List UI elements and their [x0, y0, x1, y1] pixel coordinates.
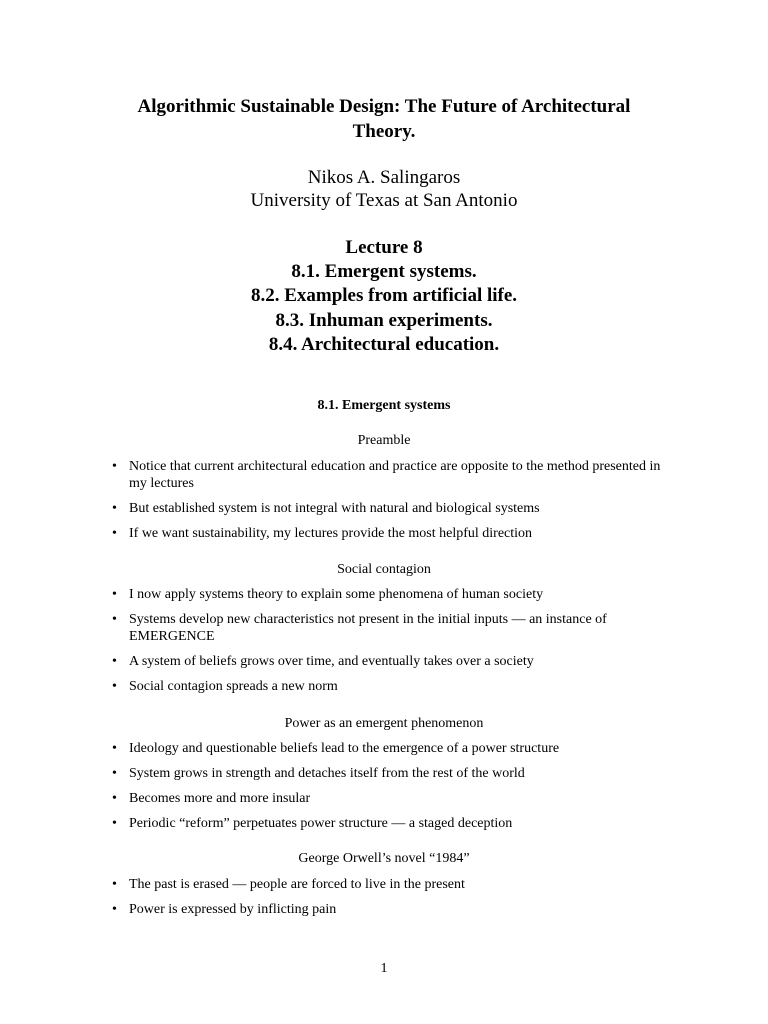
list-item	[112, 765, 672, 782]
list-item	[112, 525, 672, 542]
lecture-heading: Lecture 8	[345, 237, 423, 258]
bullet-list	[112, 586, 672, 703]
bullet-icon: •	[112, 902, 117, 917]
group-subheading: Social contagion	[337, 562, 431, 577]
list-item-text: If we want sustainability, my lectures provide the most helpful direction	[129, 526, 533, 541]
bullet-icon: •	[112, 501, 117, 516]
list-item	[112, 740, 672, 757]
section-heading: 8.1. Emergent systems	[317, 398, 451, 413]
page-number: 1	[380, 961, 388, 976]
list-item-text: Ideology and questionable beliefs lead to the emergence of a power structure	[129, 741, 560, 756]
lecture-item: 8.2. Examples from artificial life.	[250, 285, 518, 307]
list-item-text: Periodic “reform” perpetuates power structure — a staged deception	[129, 816, 513, 831]
list-item	[112, 500, 672, 517]
title-line: Theory.	[352, 121, 416, 142]
list-item	[112, 876, 672, 893]
list-item-text: Systems develop new characteristics not present in the initial inputs — an instance of EMERGENCE	[129, 612, 607, 644]
title-line: Algorithmic Sustainable Design: The Future of Architectural	[137, 96, 631, 117]
document-title	[110, 94, 658, 144]
list-item	[112, 678, 672, 695]
list-item-text: Social contagion spreads a new norm	[129, 679, 338, 694]
lecture-item: 8.3. Inhuman experiments.	[275, 309, 493, 331]
bullet-icon: •	[112, 654, 117, 669]
group-subheading: George Orwell’s novel “1984”	[298, 851, 470, 866]
bullet-icon: •	[112, 526, 117, 541]
list-item	[112, 790, 672, 807]
list-item	[112, 611, 672, 645]
group-subheading: Power as an emergent phenomenon	[284, 716, 484, 731]
list-item	[112, 653, 672, 670]
list-item	[112, 458, 672, 492]
bullet-icon: •	[112, 877, 117, 892]
bullet-icon: •	[112, 766, 117, 781]
bullet-icon: •	[112, 816, 117, 831]
list-item-text: The past is erased — people are forced to live in the present	[129, 877, 465, 892]
bullet-icon: •	[112, 459, 117, 474]
bullet-list	[112, 740, 672, 840]
list-item	[112, 586, 672, 603]
bullet-icon: •	[112, 679, 117, 694]
list-item-text: A system of beliefs grows over time, and eventually takes over a society	[129, 654, 534, 669]
list-item-text: Power is expressed by inflicting pain	[129, 902, 337, 917]
author-block	[100, 166, 668, 212]
author-name: Nikos A. Salingaros	[307, 167, 461, 188]
bullet-icon: •	[112, 612, 117, 627]
list-item-text: System grows in strength and detaches itself from the rest of the world	[129, 766, 525, 781]
lecture-item: 8.4. Architectural education.	[268, 333, 500, 355]
list-item-text: But established system is not integral with natural and biological systems	[129, 501, 540, 516]
bullet-icon: •	[112, 587, 117, 602]
group-subheading: Preamble	[357, 433, 411, 448]
author-affiliation: University of Texas at San Antonio	[250, 190, 518, 211]
bullet-icon: •	[112, 791, 117, 806]
bullet-list	[112, 876, 672, 926]
list-item	[112, 815, 672, 832]
lecture-item: 8.1. Emergent systems.	[291, 261, 477, 283]
list-item-text: Notice that current architectural education and practice are opposite to the method presented in my lectures	[129, 459, 661, 491]
list-item-text: I now apply systems theory to explain some phenomena of human society	[129, 587, 544, 602]
bullet-icon: •	[112, 741, 117, 756]
lecture-contents	[100, 236, 668, 357]
bullet-list	[112, 458, 672, 550]
list-item-text: Becomes more and more insular	[129, 791, 311, 806]
list-item	[112, 901, 672, 918]
